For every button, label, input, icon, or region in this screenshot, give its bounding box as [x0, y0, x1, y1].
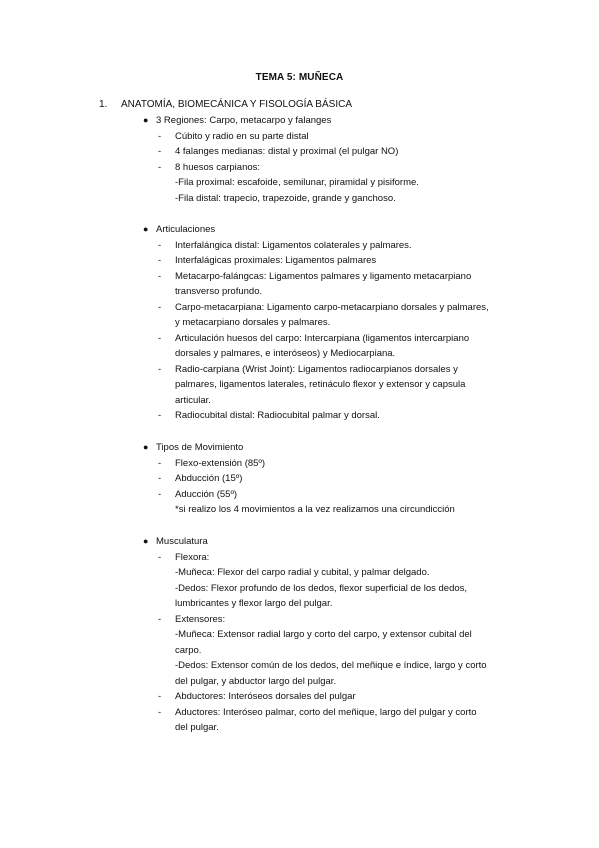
item-text-line: -Dedos: Flexor profundo de los dedos, flexor superficial de los dedos, — [175, 582, 468, 594]
dash-icon: - — [158, 255, 162, 266]
dash-icon: - — [158, 146, 162, 157]
item-text-line: Metacarpo-falángcas: Ligamentos palmares y ligamento metacarpiano — [175, 270, 472, 282]
dash-icon: - — [158, 691, 162, 702]
item-text-line: *si realizo los 4 movimientos a la vez realizamos una circundicción — [175, 504, 455, 515]
list-item — [143, 300, 543, 331]
bullet-icon: ● — [143, 442, 149, 452]
section-regiones — [143, 113, 543, 206]
item-text-line: Interfalágicas proximales: Ligamentos palmares — [175, 255, 377, 266]
dash-icon: - — [158, 488, 162, 500]
dash-icon: - — [158, 706, 162, 718]
dash-icon: - — [158, 301, 162, 313]
heading-number: 1. — [99, 99, 108, 110]
list-item — [143, 160, 543, 207]
item-text-line: del pulgar, y abductor largo del pulgar. — [175, 675, 337, 687]
item-text-line: Carpo-metacarpiana: Ligamento carpo-metacarpiano dorsales y palmares, — [175, 301, 489, 313]
dash-icon: - — [158, 332, 162, 344]
document-title: TEMA 5: MUÑECA — [255, 72, 344, 83]
item-text-line: Articulación huesos del carpo: Intercarpiana (ligamentos intercarpiano — [175, 332, 470, 344]
section-title-text: Tipos de Movimiento — [156, 442, 244, 453]
item-text-line: 8 huesos carpianos: — [175, 161, 261, 173]
item-text-line: -Muñeca: Extensor radial largo y corto del carpo, y extensor cubital del — [175, 629, 472, 640]
dash-icon: - — [158, 410, 162, 421]
list-item — [143, 689, 543, 705]
item-text-line: y metacarpiano dorsales y palmares. — [175, 317, 331, 328]
section-title-text: 3 Regiones: Carpo, metacarpo y falanges — [156, 115, 332, 126]
item-text-line: -Fila distal: trapecio, trapezoide, grande y ganchoso. — [175, 192, 396, 204]
item-list — [143, 129, 543, 207]
section-title-text: Articulaciones — [156, 224, 216, 235]
item-text-line: Flexo-extensión (85º) — [175, 457, 266, 469]
list-item — [143, 269, 543, 300]
dash-icon: - — [158, 613, 162, 625]
item-text-line: -Fila proximal: escafoide, semilunar, piramidal y pisiforme. — [175, 177, 419, 188]
list-item — [143, 362, 543, 409]
list-item — [143, 487, 543, 518]
section-musculatura — [143, 534, 543, 736]
list-item — [143, 253, 543, 269]
item-text-line: Abducción (15º) — [175, 473, 243, 484]
bullet-icon: ● — [143, 536, 149, 546]
section-title — [143, 222, 543, 238]
list-item — [143, 331, 543, 362]
list-item — [143, 471, 543, 487]
item-list — [143, 456, 543, 518]
heading-text: ANATOMÍA, BIOMECÁNICA Y FISOLOGÍA BÁSICA — [121, 99, 352, 110]
bullet-icon: ● — [143, 224, 149, 234]
dash-icon: - — [158, 473, 162, 484]
list-item — [143, 408, 543, 424]
item-text-line: Radiocubital distal: Radiocubital palmar y dorsal. — [175, 410, 380, 421]
list-item — [143, 129, 543, 145]
item-text-line: -Dedos: Extensor común de los dedos, del meñique e índice, largo y corto — [175, 660, 487, 671]
item-text-line: Extensores: — [175, 613, 226, 625]
dash-icon: - — [158, 457, 162, 469]
item-text-line: 4 falanges medianas: distal y proximal (el pulgar NO) — [175, 146, 399, 157]
item-text-line: transverso profundo. — [175, 286, 263, 297]
item-text-line: dorsales y palmares, e interóseos) y Mediocarpiana. — [175, 348, 396, 359]
dash-icon: - — [158, 161, 162, 173]
item-text-line: del pulgar. — [175, 722, 219, 733]
dash-icon: - — [158, 270, 162, 282]
bullet-icon: ● — [143, 115, 149, 125]
item-text-line: Aducción (55º) — [175, 488, 238, 500]
item-text-line: Cúbito y radio en su parte distal — [175, 130, 309, 142]
item-list — [143, 238, 543, 424]
section-title — [143, 113, 543, 129]
item-text-line: Abductores: Interóseos dorsales del pulgar — [175, 691, 356, 702]
item-text-line: palmares, ligamentos laterales, retináculo flexor y extensor y capsula — [175, 379, 466, 390]
dash-icon: - — [158, 239, 162, 251]
item-text-line: carpo. — [175, 644, 202, 656]
list-item — [143, 144, 543, 160]
section-articulaciones — [143, 222, 543, 424]
item-list — [143, 550, 543, 736]
dash-icon: - — [158, 130, 162, 142]
item-text-line: Radio-carpiana (Wrist Joint): Ligamentos radiocarpianos dorsales y — [175, 363, 458, 375]
dash-icon: - — [158, 363, 162, 375]
section-title — [143, 440, 543, 456]
list-item — [143, 705, 543, 736]
section-title — [143, 534, 543, 550]
list-item — [143, 612, 543, 690]
section-heading — [99, 99, 352, 110]
list-item — [143, 550, 543, 612]
item-text-line: Flexora: — [175, 551, 210, 563]
item-text-line: Interfalángica distal: Ligamentos colaterales y palmares. — [175, 239, 412, 251]
item-text-line: -Muñeca: Flexor del carpo radial y cubital, y palmar delgado. — [175, 567, 430, 578]
item-text-line: articular. — [175, 394, 211, 406]
item-text-line: Aductores: Interóseo palmar, corto del meñique, largo del pulgar y corto — [175, 706, 477, 718]
section-title-text: Musculatura — [156, 536, 208, 547]
item-text-line: lumbricantes y flexor largo del pulgar. — [175, 598, 333, 609]
section-tipos-movimiento — [143, 440, 543, 518]
list-item — [143, 238, 543, 254]
list-item — [143, 456, 543, 472]
dash-icon: - — [158, 551, 162, 563]
